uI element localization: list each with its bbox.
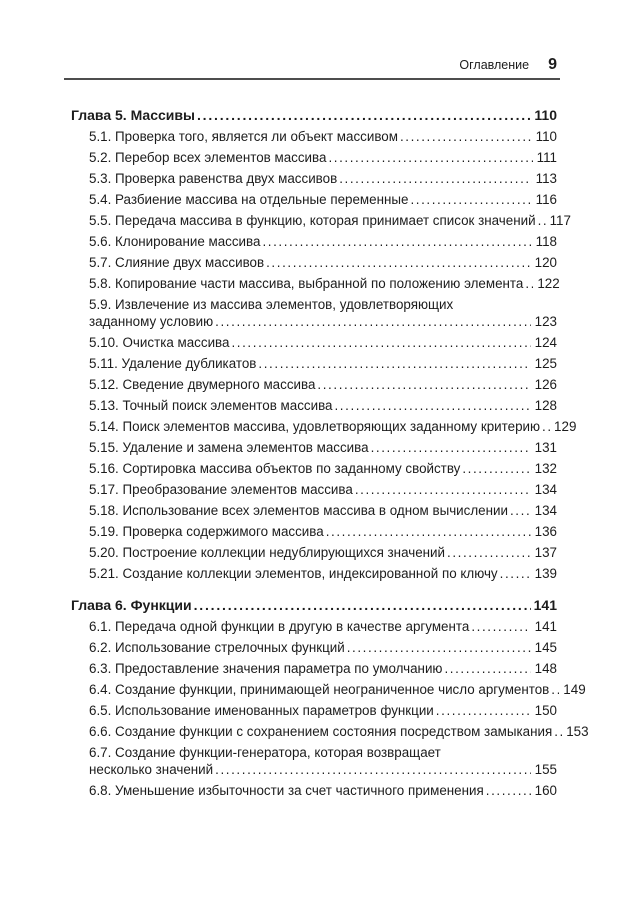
entry-title: 5.2. Перебор всех элементов массива <box>89 149 327 165</box>
entry-row <box>89 618 560 635</box>
chapter-heading <box>71 106 560 124</box>
entry-page-ref: 153 <box>566 723 589 739</box>
dot-leader <box>542 418 550 435</box>
toc-entry <box>89 191 560 208</box>
toc-entry <box>89 296 560 330</box>
dot-leader <box>334 397 530 414</box>
chapter-page-ref: 141 <box>533 596 557 613</box>
entry-row <box>89 544 560 561</box>
dot-leader <box>444 660 530 677</box>
toc-entry <box>89 660 560 677</box>
entry-title: 5.1. Проверка того, является ли объект массивом <box>89 128 398 144</box>
chapter-block <box>64 106 577 582</box>
entry-row <box>89 149 560 166</box>
dot-leader <box>231 334 530 351</box>
entry-row <box>89 313 560 330</box>
entry-row <box>89 334 560 351</box>
dot-leader <box>371 439 531 456</box>
toc-entry <box>89 355 560 372</box>
entry-page-ref: 118 <box>535 233 557 249</box>
entry-row <box>89 212 571 229</box>
entry-page-ref: 113 <box>535 170 557 186</box>
entry-row <box>89 397 560 414</box>
toc-entry <box>89 723 589 740</box>
entry-page-ref: 125 <box>534 355 557 371</box>
entry-row <box>89 502 560 519</box>
entry-title: 5.5. Передача массива в функцию, которая принимает список значений <box>89 212 536 228</box>
entry-title: 5.7. Слияние двух массивов <box>89 254 265 270</box>
entry-page-ref: 116 <box>535 191 557 207</box>
chapter-title: Глава 6. Функции <box>71 596 192 613</box>
entry-title: 5.17. Преобразование элементов массива <box>89 481 353 497</box>
toc-entry <box>89 702 560 719</box>
entry-row <box>89 418 577 435</box>
entry-page-ref: 129 <box>554 418 577 434</box>
toc-entry <box>89 544 560 561</box>
dot-leader <box>447 544 531 561</box>
dot-leader <box>317 376 530 393</box>
dot-leader <box>328 149 532 166</box>
toc-entry <box>89 376 560 393</box>
toc-entry <box>89 418 577 435</box>
entry-row <box>89 681 586 698</box>
entry-title-line2: заданному условию <box>89 313 214 329</box>
toc-entry <box>89 639 560 656</box>
entry-row <box>89 481 560 498</box>
dot-leader <box>538 212 546 229</box>
entry-row <box>89 439 560 456</box>
dot-leader <box>215 313 531 330</box>
entry-row <box>89 233 560 250</box>
entry-title: 5.4. Разбиение массива на отдельные переменные <box>89 191 409 207</box>
running-title: Оглавление <box>459 58 530 72</box>
dot-leader <box>436 702 531 719</box>
entry-row <box>89 565 560 582</box>
entry-row <box>89 702 560 719</box>
entry-title: 6.1. Передача одной функции в другую в качестве аргумента <box>89 618 470 634</box>
entry-title: 5.15. Удаление и замена элементов массива <box>89 439 369 455</box>
chapter-title: Глава 5. Массивы <box>71 106 195 123</box>
table-of-contents <box>64 80 589 799</box>
entry-page-ref: 134 <box>534 481 557 497</box>
entry-page-ref: 117 <box>549 212 571 228</box>
toc-entry <box>89 149 560 166</box>
entry-row <box>89 191 560 208</box>
dot-leader <box>471 618 530 635</box>
entry-page-ref: 137 <box>534 544 557 560</box>
entry-page-ref: 131 <box>534 439 557 455</box>
chapter-block <box>64 596 589 799</box>
dot-leader <box>215 761 531 778</box>
entry-row <box>89 275 560 292</box>
entry-row <box>89 460 560 477</box>
dot-leader <box>551 681 559 698</box>
toc-entry <box>89 681 586 698</box>
entry-title: 6.2. Использование стрелочных функций <box>89 639 345 655</box>
dot-leader <box>355 481 531 498</box>
dot-leader <box>339 170 531 187</box>
toc-entry <box>89 128 560 145</box>
dot-leader <box>197 106 531 124</box>
dot-leader <box>400 128 532 145</box>
page-header <box>64 0 560 73</box>
entry-page-ref: 134 <box>534 502 557 518</box>
entry-title: 5.11. Удаление дубликатов <box>89 355 257 371</box>
entry-row <box>89 355 560 372</box>
toc-entry <box>89 523 560 540</box>
entry-row <box>89 254 560 271</box>
entry-page-ref: 110 <box>535 128 557 144</box>
entry-page-ref: 149 <box>563 681 586 697</box>
dot-leader <box>262 233 531 250</box>
entry-title: 5.16. Сортировка массива объектов по заданному свойству <box>89 460 461 476</box>
entry-row <box>89 660 560 677</box>
entry-page-ref: 124 <box>534 334 557 350</box>
entry-page-ref: 160 <box>534 782 557 798</box>
toc-entry <box>89 397 560 414</box>
entry-title: 5.19. Проверка содержимого массива <box>89 523 324 539</box>
dot-leader <box>500 565 531 582</box>
entry-row <box>89 723 589 740</box>
dot-leader <box>326 523 531 540</box>
entry-title: 5.18. Использование всех элементов массива в одном вычислении <box>89 502 508 518</box>
toc-entry <box>89 212 571 229</box>
dot-leader <box>554 723 562 740</box>
dot-leader <box>347 639 531 656</box>
entry-page-ref: 155 <box>534 761 557 777</box>
entry-page-ref: 150 <box>534 702 557 718</box>
toc-entry <box>89 744 560 778</box>
page-number: 9 <box>548 56 557 73</box>
entry-page-ref: 123 <box>534 313 557 329</box>
chapter-page-ref: 110 <box>534 106 557 123</box>
toc-entry <box>89 460 560 477</box>
entry-row <box>89 523 560 540</box>
entry-page-ref: 111 <box>536 149 557 165</box>
entry-title: 6.4. Создание функции, принимающей неограниченное число аргументов <box>89 681 550 697</box>
entry-page-ref: 145 <box>534 639 557 655</box>
dot-leader <box>194 596 531 614</box>
toc-entry <box>89 565 560 582</box>
entry-page-ref: 122 <box>537 275 560 291</box>
entry-row <box>89 170 560 187</box>
entry-title: 5.10. Очистка массива <box>89 334 230 350</box>
toc-entry <box>89 481 560 498</box>
chapter-heading <box>71 596 560 614</box>
entry-row <box>89 782 560 799</box>
entry-title: 5.3. Проверка равенства двух массивов <box>89 170 338 186</box>
entry-page-ref: 126 <box>534 376 557 392</box>
entry-title: 5.14. Поиск элементов массива, удовлетворяющих заданному критерию <box>89 418 541 434</box>
entry-title-line2: несколько значений <box>89 761 214 777</box>
entry-row <box>89 761 560 778</box>
dot-leader <box>410 191 531 208</box>
entry-title: 5.12. Сведение двумерного массива <box>89 376 316 392</box>
entry-page-ref: 132 <box>534 460 557 476</box>
entry-page-ref: 120 <box>534 254 557 270</box>
toc-entry <box>89 439 560 456</box>
entry-title: 6.6. Создание функции с сохранением состояния посредством замыкания <box>89 723 553 739</box>
entry-row <box>89 639 560 656</box>
entry-page-ref: 141 <box>534 618 557 634</box>
entry-title: 5.13. Точный поиск элементов массива <box>89 397 333 413</box>
toc-entry <box>89 254 560 271</box>
dot-leader <box>486 782 531 799</box>
toc-entry <box>89 170 560 187</box>
toc-entry <box>89 502 560 519</box>
toc-entry <box>89 618 560 635</box>
entry-title: 5.20. Построение коллекции недублирующихся значений <box>89 544 446 560</box>
entry-row <box>89 128 560 145</box>
toc-entry <box>89 782 560 799</box>
entry-title: 5.8. Копирование части массива, выбранной по положению элемента <box>89 275 524 291</box>
dot-leader <box>258 355 530 372</box>
text-block <box>64 0 589 799</box>
entry-title-line1: 5.9. Извлечение из массива элементов, удовлетворяющих <box>89 296 454 312</box>
entry-title: 6.5. Использование именованных параметров функции <box>89 702 434 718</box>
entry-title: 5.21. Создание коллекции элементов, индексированной по ключу <box>89 565 498 581</box>
entry-title: 5.6. Клонирование массива <box>89 233 261 249</box>
entry-row <box>89 376 560 393</box>
toc-entry <box>89 233 560 250</box>
entry-page-ref: 128 <box>534 397 557 413</box>
dot-leader <box>266 254 531 271</box>
dot-leader <box>525 275 533 292</box>
toc-entry <box>89 275 560 292</box>
entry-page-ref: 139 <box>534 565 557 581</box>
entry-title: 6.3. Предоставление значения параметра по умолчанию <box>89 660 443 676</box>
dot-leader <box>510 502 531 519</box>
entry-title-line1: 6.7. Создание функции-генератора, которая возвращает <box>89 744 441 760</box>
entry-page-ref: 136 <box>534 523 557 539</box>
entry-title: 6.8. Уменьшение избыточности за счет частичного применения <box>89 782 484 798</box>
toc-entry <box>89 334 560 351</box>
dot-leader <box>462 460 530 477</box>
entry-page-ref: 148 <box>534 660 557 676</box>
